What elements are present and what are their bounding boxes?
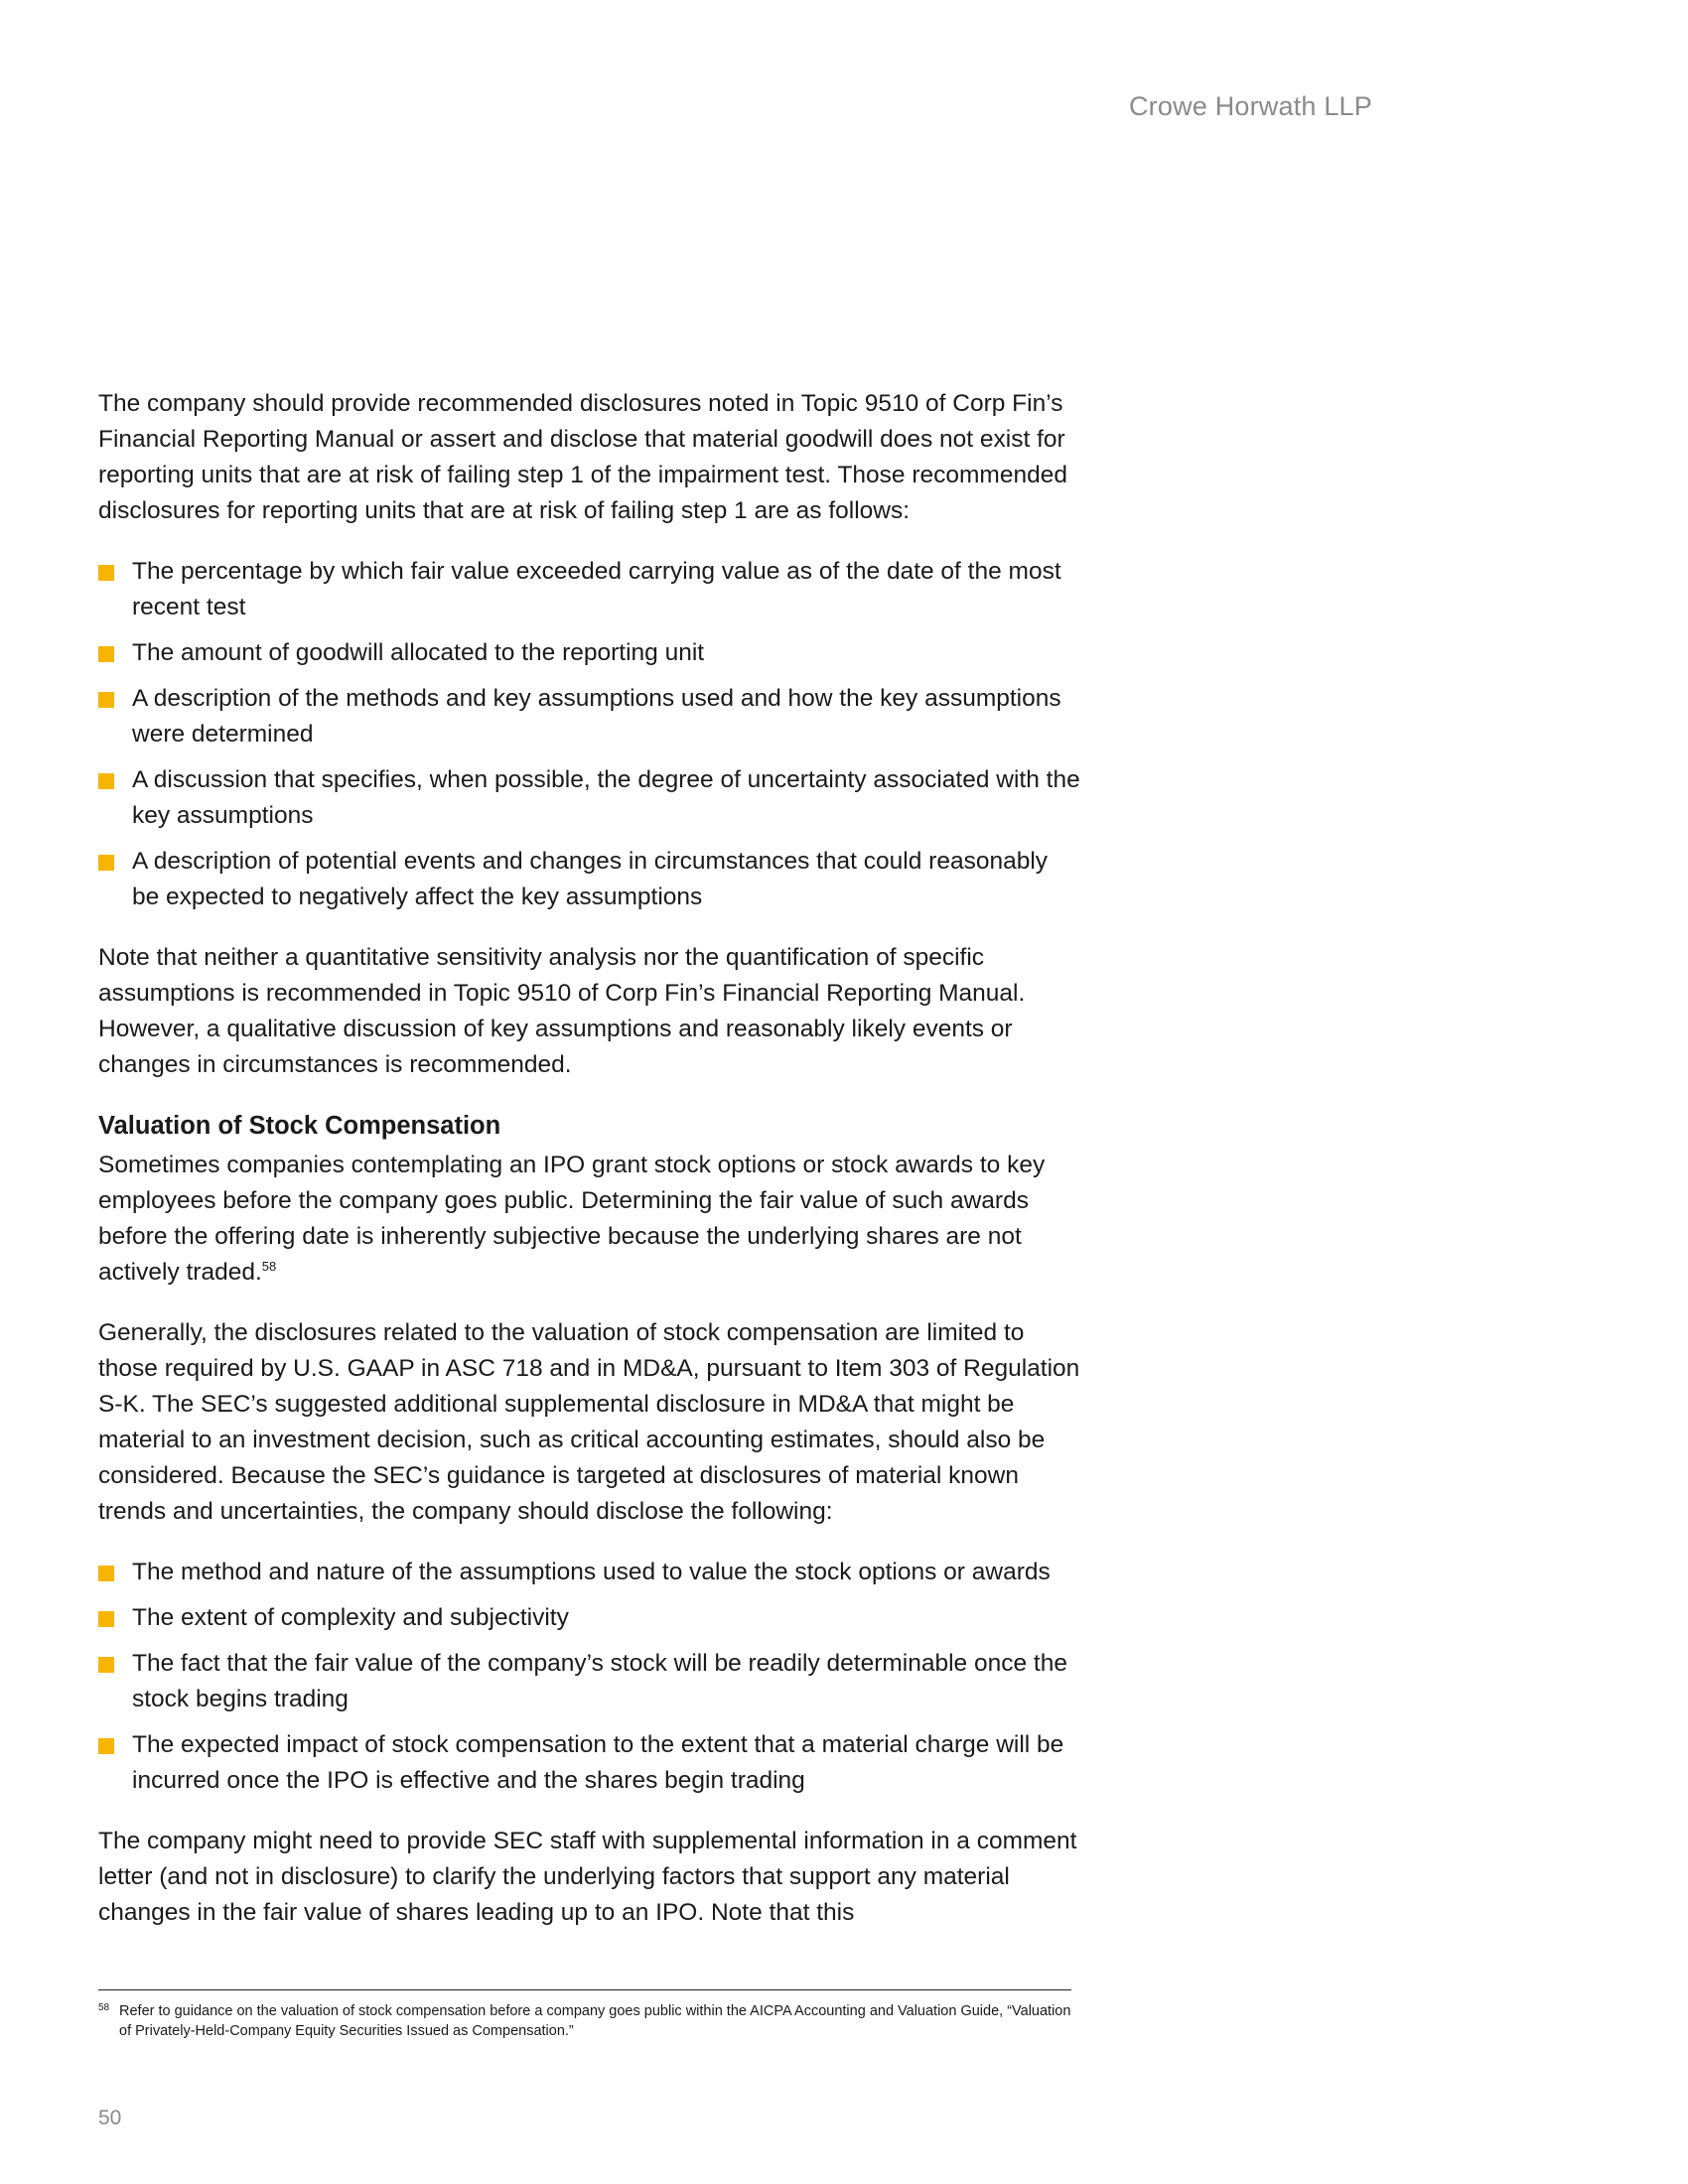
list-item (98, 681, 1081, 752)
stock-comp-paragraph-1 (98, 1148, 1081, 1291)
list-item-text: The method and nature of the assumptions used to value the stock options or awards (132, 1559, 1051, 1585)
footnote-text: Refer to guidance on the valuation of stock compensation before a company goes public within the AICPA Accounting and Valuation Guide, “Valuation of Privately-Held-Company Equity Securities Issued as Compensation.” (119, 2003, 1071, 2039)
paragraph-text: Sometimes companies contemplating an IPO grant stock options or stock awards to key employees before the company goes public. Determining the fair value of such awards before the offering date is inherently subjective because the underlying shares are not actively traded. (98, 1152, 1046, 1286)
bullet-square-icon (98, 1611, 114, 1627)
footnote (98, 2001, 1081, 2041)
intro-paragraph: The company should provide recommended disclosures noted in Topic 9510 of Corp Fin’s Financial Reporting Manual or assert and disclose that material goodwill does not exist for reporting units that are at risk of failing step 1 of the impairment test. Those recommended disclosures for reporting units that are at risk of failing step 1 are as follows: (98, 390, 1067, 524)
list-item-text: A description of the methods and key assumptions used and how the key assumptions were determined (132, 685, 1061, 748)
list-item-text: The expected impact of stock compensation to the extent that a material charge will be incurred once the IPO is effective and the shares begin trading (132, 1731, 1064, 1794)
main-content (98, 386, 1081, 1956)
stock-comp-paragraph-3: The company might need to provide SEC staff with supplemental information in a comment letter (and not in disclosure) to clarify the underlying factors that support any material changes in the fair value of shares leading up to an IPO. Note that this (98, 1828, 1077, 1926)
bullet-square-icon (98, 855, 114, 871)
footnote-divider (98, 1989, 1071, 1990)
list-item (98, 554, 1081, 625)
section-heading: Valuation of Stock Compensation (98, 1112, 501, 1140)
page-number: 50 (98, 2107, 122, 2129)
bullet-square-icon (98, 1657, 114, 1673)
bullet-square-icon (98, 646, 114, 662)
stock-comp-paragraph-2: Generally, the disclosures related to the valuation of stock compensation are limited to those required by U.S. GAAP in ASC 718 and in MD&A, pursuant to Item 303 of Regulation S-K. The SEC’s suggested additional supplemental disclosure in MD&A that might be material to an investment decision, such as critical accounting estimates, should also be considered. Because the SEC’s guidance is targeted at disclosures of material known trends and uncertainties, the company should disclose the following: (98, 1319, 1080, 1525)
bullet-square-icon (98, 692, 114, 708)
footnote-reference[interactable]: 58 (261, 1259, 277, 1274)
list-item (98, 1600, 1081, 1636)
list-item (98, 1646, 1081, 1717)
list-item-text: The fact that the fair value of the company’s stock will be readily determinable once the stock begins trading (132, 1650, 1067, 1712)
footnote-number: 58 (98, 2002, 110, 2013)
list-item (98, 1555, 1081, 1590)
stock-comp-disclosure-list (98, 1555, 1081, 1799)
list-item-text: The amount of goodwill allocated to the reporting unit (132, 639, 705, 666)
note-paragraph: Note that neither a quantitative sensitivity analysis nor the quantification of specific assumptions is recommended in Topic 9510 of Corp Fin’s Financial Reporting Manual. However, a qualitative discussion of key assumptions and reasonably likely events or changes in circumstances is recommended. (98, 944, 1026, 1078)
goodwill-disclosure-list (98, 554, 1081, 915)
bullet-square-icon (98, 1738, 114, 1754)
list-item-text: A description of potential events and changes in circumstances that could reasonably be expected to negatively affect the key assumptions (132, 848, 1049, 910)
list-item-text: The extent of complexity and subjectivity (132, 1604, 569, 1631)
list-item (98, 844, 1081, 915)
bullet-square-icon (98, 565, 114, 581)
list-item-text: A discussion that specifies, when possible, the degree of uncertainty associated with the key assumptions (132, 766, 1080, 829)
bullet-square-icon (98, 773, 114, 789)
header-brand: Crowe Horwath LLP (1128, 91, 1372, 121)
list-item (98, 1727, 1081, 1799)
list-item-text: The percentage by which fair value exceeded carrying value as of the date of the most recent test (132, 558, 1061, 620)
list-item (98, 635, 1081, 671)
bullet-square-icon (98, 1566, 114, 1581)
list-item (98, 762, 1081, 834)
